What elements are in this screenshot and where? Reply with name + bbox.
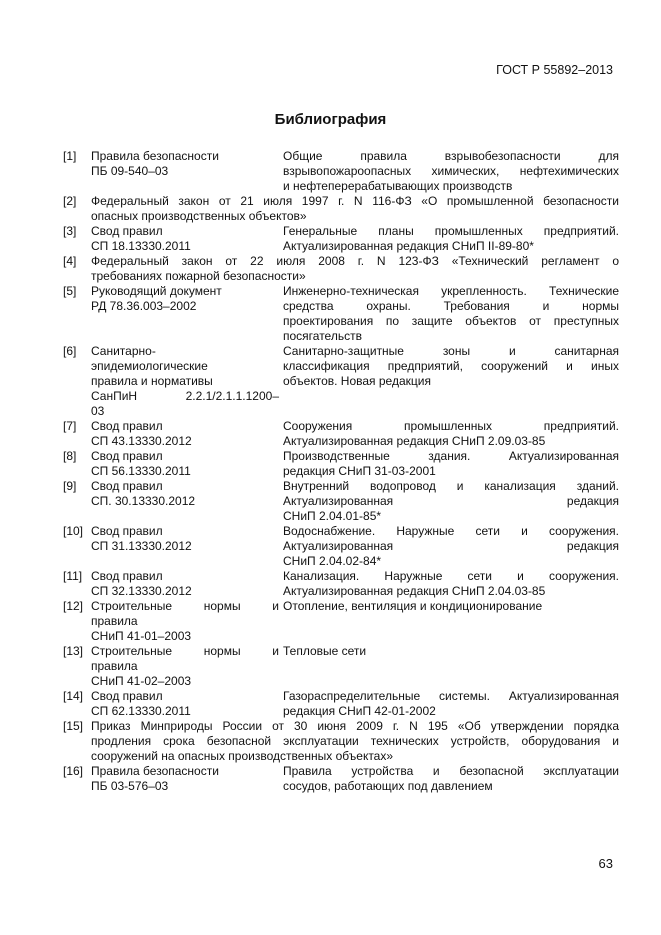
full-line: требованиях пожарной безопасности» — [91, 269, 306, 283]
name-line: 03 — [91, 404, 105, 418]
entry-description — [283, 479, 619, 524]
entry-document-name — [91, 569, 283, 599]
name-line: ПБ 09-540–03 — [91, 164, 169, 178]
entry-description — [283, 149, 619, 194]
bibliography-entry — [63, 479, 619, 524]
name-line: СП 62.13330.2011 — [91, 704, 191, 718]
name-line: Свод правил — [91, 689, 163, 703]
entry-number: [1] — [63, 149, 77, 163]
bibliography-entry — [63, 569, 619, 599]
bibliography-entry — [63, 449, 619, 479]
desc-line: Актуализированная редакция СНиП 2.04.03-85 — [283, 584, 546, 598]
entry-description — [283, 284, 619, 344]
entry-full-text — [91, 254, 619, 284]
entry-description — [283, 764, 619, 794]
entry-document-name — [91, 284, 283, 344]
name-line: СНиП 41-02–2003 — [91, 674, 192, 688]
bibliography-entry — [63, 419, 619, 449]
name-line: СНиП 41-01–2003 — [91, 629, 192, 643]
entry-full-text — [91, 719, 619, 764]
name-line: Свод правил — [91, 479, 163, 493]
entry-description — [283, 689, 619, 719]
desc-line: редакция СНиП 42-01-2002 — [283, 704, 436, 718]
full-line: опасных производственных объектов» — [91, 209, 307, 223]
name-line: СП. 30.13330.2012 — [91, 494, 196, 508]
entry-document-name — [91, 149, 283, 194]
desc-line: Канализация. Наружные сети и сооружения. — [283, 569, 619, 583]
entry-description — [283, 524, 619, 569]
desc-line: средства охраны. Требования и нормы — [283, 299, 619, 313]
entry-document-name — [91, 449, 283, 479]
bibliography-entry — [63, 719, 619, 764]
entry-description — [283, 419, 619, 449]
entry-number: [7] — [63, 419, 77, 433]
desc-line: Актуализированная редакция СНиП 2.09.03-85 — [283, 434, 546, 448]
desc-line: редакция СНиП 31-03-2001 — [283, 464, 436, 478]
bibliography-entry — [63, 764, 619, 794]
entry-number: [2] — [63, 194, 77, 208]
document-code: ГОСТ Р 55892–2013 — [496, 63, 613, 77]
desc-line: Газораспределительные системы. Актуализированная — [283, 689, 619, 703]
entry-full-text — [91, 194, 619, 224]
entry-description — [283, 224, 619, 254]
entry-number: [10] — [63, 524, 84, 538]
full-line: сооружений на опасных производственных объектах» — [91, 749, 394, 763]
entry-document-name — [91, 344, 283, 419]
desc-line: Актуализированная редакция — [283, 494, 619, 508]
entry-number: [13] — [63, 644, 84, 658]
name-line: правила — [91, 659, 138, 673]
full-line: продления срока безопасной эксплуатации технических устройств, оборудования и — [91, 734, 619, 748]
bibliography-entry — [63, 224, 619, 254]
full-line: Приказ Минприроды России от 30 июня 2009 г. N 195 «Об утверждении порядка — [91, 719, 619, 733]
desc-line: взрывопожароопасных химических, нефтехимических — [283, 164, 619, 178]
desc-line: Инженерно-техническая укрепленность. Технические — [283, 284, 619, 298]
page-number: 63 — [598, 856, 613, 871]
desc-line: Сооружения промышленных предприятий. — [283, 419, 619, 433]
desc-line: и нефтеперерабатывающих производств — [283, 179, 513, 193]
name-line: эпидемиологические — [91, 359, 208, 373]
name-line: Санитарно- — [91, 344, 156, 358]
name-line: Строительные нормы и — [91, 644, 279, 658]
desc-line: СНиП 2.04.02-84* — [283, 554, 382, 568]
entry-number: [16] — [63, 764, 84, 778]
name-line: правила — [91, 614, 138, 628]
name-line: СП 43.13330.2012 — [91, 434, 192, 448]
name-line: Строительные нормы и — [91, 599, 279, 613]
bibliography-entry — [63, 524, 619, 569]
name-line: РД 78.36.003–2002 — [91, 299, 197, 313]
desc-line: Актуализированная редакция СНиП II-89-80* — [283, 239, 534, 253]
entry-document-name — [91, 599, 283, 644]
bibliography-entry — [63, 689, 619, 719]
entry-number: [3] — [63, 224, 77, 238]
entry-document-name — [91, 689, 283, 719]
entry-document-name — [91, 224, 283, 254]
entry-number: [9] — [63, 479, 77, 493]
name-line: правила и нормативы — [91, 374, 213, 388]
name-line: Свод правил — [91, 524, 163, 538]
desc-line: Водоснабжение. Наружные сети и сооружения. — [283, 524, 619, 538]
entry-number: [4] — [63, 254, 77, 268]
name-line: Свод правил — [91, 449, 163, 463]
entry-document-name — [91, 524, 283, 569]
entry-description — [283, 449, 619, 479]
entry-document-name — [91, 479, 283, 524]
full-line: Федеральный закон от 22 июля 2008 г. N 123-ФЗ «Технический регламент о — [91, 254, 619, 268]
name-line: Свод правил — [91, 419, 163, 433]
entry-description — [283, 569, 619, 599]
bibliography-entry — [63, 254, 619, 284]
bibliography-entry — [63, 284, 619, 344]
desc-line: СНиП 2.04.01-85* — [283, 509, 382, 523]
entry-number: [8] — [63, 449, 77, 463]
entry-description — [283, 644, 619, 689]
desc-line: Правила устройства и безопасной эксплуатации — [283, 764, 619, 778]
page-title: Библиография — [274, 111, 387, 128]
entry-number: [12] — [63, 599, 84, 613]
name-line: Свод правил — [91, 569, 163, 583]
full-line: Федеральный закон от 21 июля 1997 г. N 116-ФЗ «О промышленной безопасности — [91, 194, 619, 208]
name-line: СП 18.13330.2011 — [91, 239, 191, 253]
desc-line: Внутренний водопровод и канализация зданий. — [283, 479, 619, 493]
desc-line: Отопление, вентиляция и кондиционирование — [283, 599, 543, 613]
desc-line: Производственные здания. Актуализированная — [283, 449, 619, 463]
desc-line: Общие правила взрывобезопасности для — [283, 149, 619, 163]
entry-number: [6] — [63, 344, 77, 358]
desc-line: классификация предприятий, сооружений и иных — [283, 359, 619, 373]
bibliography-entry — [63, 644, 619, 689]
bibliography-entry — [63, 149, 619, 194]
desc-line: Генеральные планы промышленных предприятий. — [283, 224, 619, 238]
name-line: СП 56.13330.2011 — [91, 464, 191, 478]
desc-line: проектирования по защите объектов от преступных — [283, 314, 619, 328]
name-line: СП 31.13330.2012 — [91, 539, 192, 553]
desc-line: Тепловые сети — [283, 644, 367, 658]
name-line: Правила безопасности — [91, 149, 219, 163]
bibliography-list — [63, 149, 619, 794]
name-line: ПБ 03-576–03 — [91, 779, 169, 793]
desc-line: объектов. Новая редакция — [283, 374, 431, 388]
entry-document-name — [91, 419, 283, 449]
name-line: Руководящий документ — [91, 284, 222, 298]
entry-document-name — [91, 764, 283, 794]
desc-line: посягательств — [283, 329, 362, 343]
desc-line: сосудов, работающих под давлением — [283, 779, 493, 793]
bibliography-entry — [63, 599, 619, 644]
entry-number: [5] — [63, 284, 77, 298]
name-line: СанПиН 2.2.1/2.1.1.1200– — [91, 389, 279, 403]
name-line: СП 32.13330.2012 — [91, 584, 192, 598]
entry-number: [11] — [63, 569, 83, 583]
desc-line: Актуализированная редакция — [283, 539, 619, 553]
entry-number: [15] — [63, 719, 84, 733]
desc-line: Санитарно-защитные зоны и санитарная — [283, 344, 619, 358]
bibliography-entry — [63, 344, 619, 419]
entry-document-name — [91, 644, 283, 689]
bibliography-entry — [63, 194, 619, 224]
entry-description — [283, 344, 619, 419]
entry-description — [283, 599, 619, 644]
entry-number: [14] — [63, 689, 84, 703]
name-line: Свод правил — [91, 224, 163, 238]
name-line: Правила безопасности — [91, 764, 219, 778]
